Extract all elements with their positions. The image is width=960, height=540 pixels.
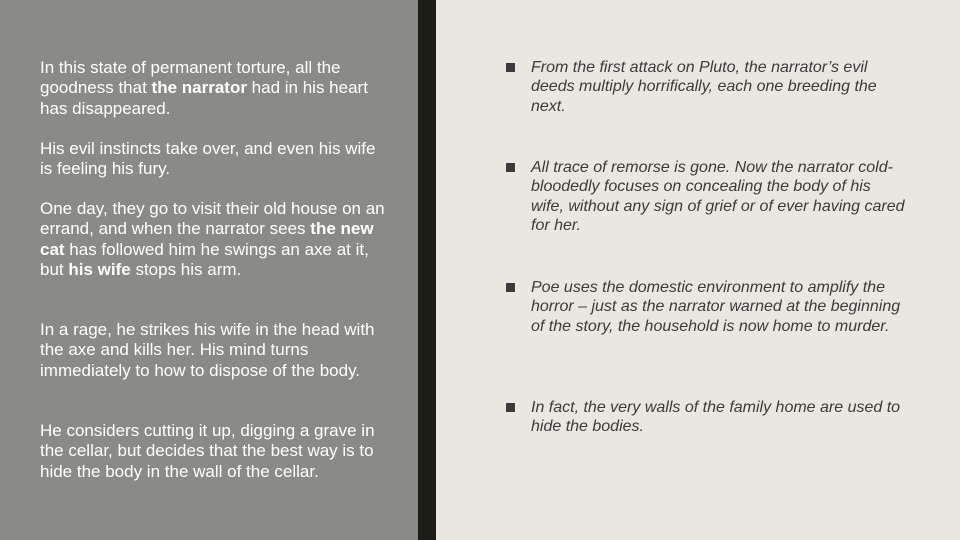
square-bullet-icon bbox=[506, 283, 515, 292]
emphasis-new-cat: the new cat bbox=[40, 219, 374, 259]
paragraph-murder: In a rage, he strikes his wife in the head with the axe and kills her. His mind turns immediately to how to dispose of the body. bbox=[40, 320, 375, 380]
paragraph-hide-body: He considers cutting it up, digging a grave in the cellar, but decides that the best way is to hide the body in the wall of the cellar. bbox=[40, 421, 375, 481]
paragraph-axe-attack: One day, they go to visit their old house on an errand, and when the narrator sees the new cat has followed him he swings an axe at it, but his wife stops his arm. bbox=[40, 199, 385, 279]
bullet-item bbox=[506, 398, 906, 437]
paragraph-goodness-lost: In this state of permanent torture, all the goodness that the narrator had in his heart has disappeared. bbox=[40, 58, 368, 118]
bullet-text: From the first attack on Pluto, the narrator’s evil deeds multiply horrifically, each one breeding the next. bbox=[531, 59, 877, 115]
bullet-item bbox=[506, 158, 906, 235]
bullet-text: Poe uses the domestic environment to amplify the horror – just as the narrator warned at the beginning of the story, the household is now home to murder. bbox=[531, 279, 901, 335]
bullet-item bbox=[506, 58, 906, 116]
bullet-text: All trace of remorse is gone. Now the narrator cold-bloodedly focuses on concealing the body of his wife, without any sign of grief or of ever having cared for her. bbox=[531, 159, 905, 234]
emphasis-narrator: the narrator bbox=[151, 78, 247, 98]
emphasis-his-wife: his wife bbox=[68, 259, 131, 279]
bullet-text: In fact, the very walls of the family home are used to hide the bodies. bbox=[531, 399, 901, 436]
paragraph-evil-instincts: His evil instincts take over, and even his wife is feeling his fury. bbox=[40, 139, 376, 179]
square-bullet-icon bbox=[506, 403, 515, 412]
panel-divider bbox=[418, 0, 436, 540]
bullet-item bbox=[506, 278, 906, 336]
square-bullet-icon bbox=[506, 63, 515, 72]
square-bullet-icon bbox=[506, 163, 515, 172]
